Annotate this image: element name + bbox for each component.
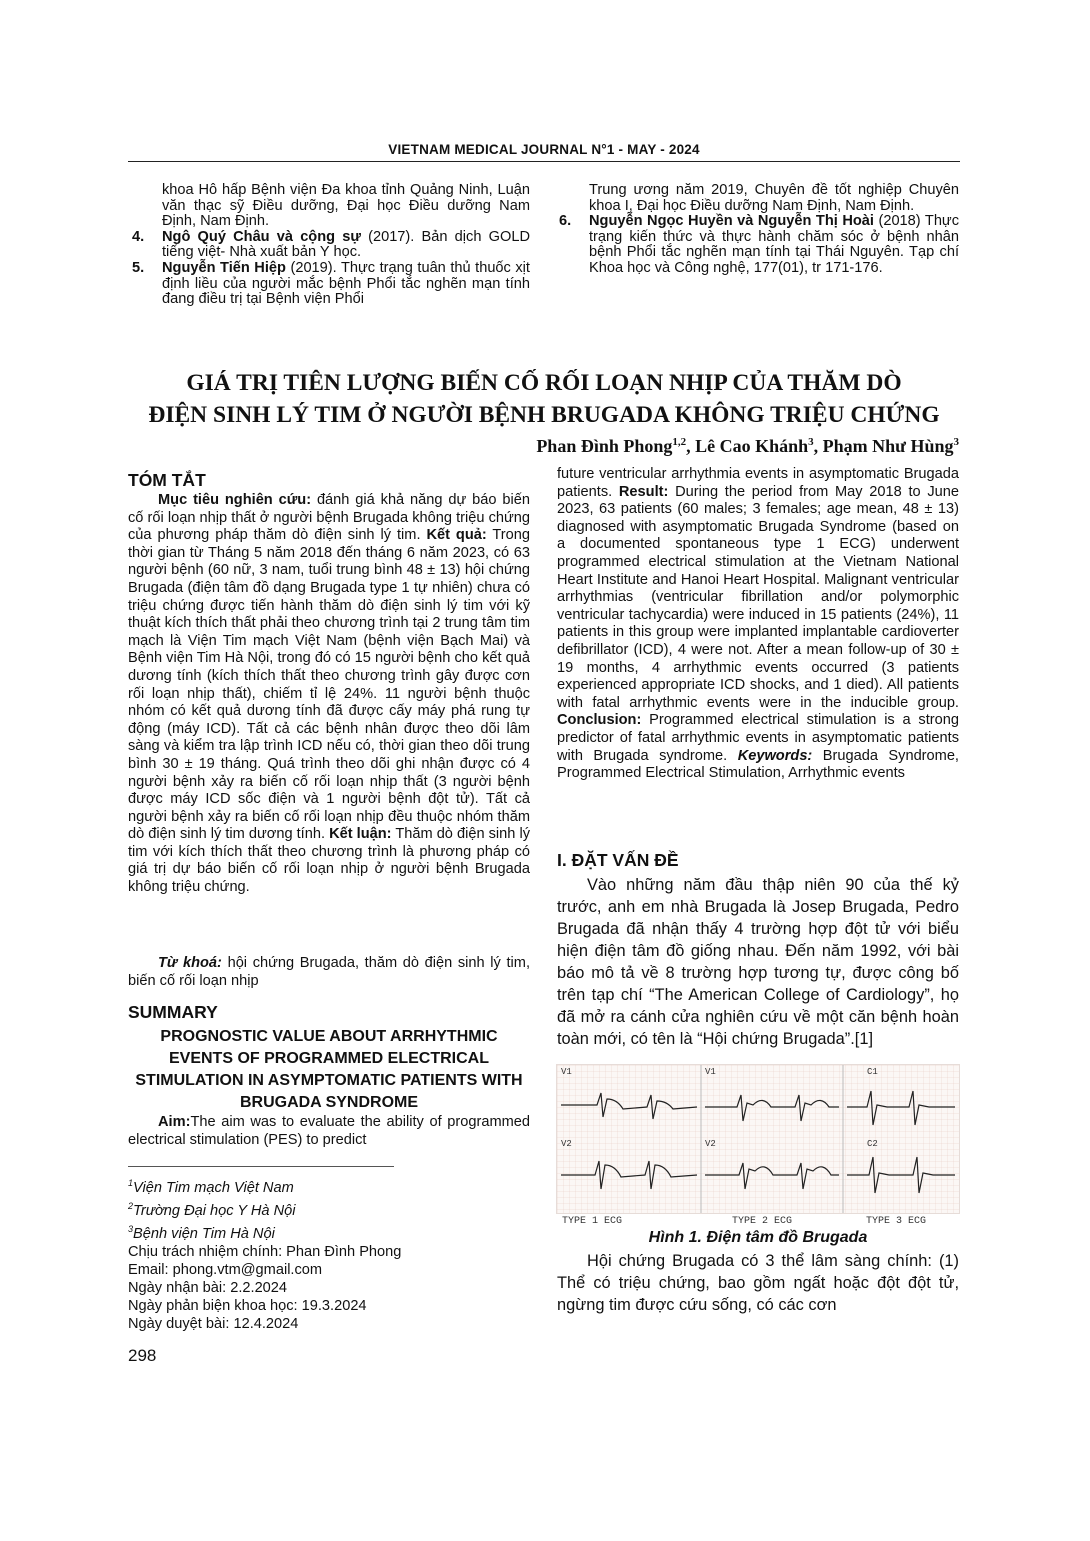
ecg-type-3-label: TYPE 3 ECG [866,1216,927,1227]
summary-body-continued [557,466,959,783]
ecg-lead-label: V2 [561,1139,572,1149]
author-affiliation: 3 [808,436,814,448]
journal-header: VIETNAM MEDICAL JOURNAL N°1 - MAY - 2024 [388,142,700,157]
summary-heading: SUMMARY [128,1002,218,1022]
ecg-lead-label: V1 [561,1067,572,1077]
result-text: During the period from May 2018 to June 2023, 63 patients (60 males; 3 females; age mean, 48 ± 13) diagnosed with asymptomatic Brugada Syndrome (based on a documented spontaneous type 1 ECG) underwent programmed electrical stimulation at the Vietnam National Heart Institute and Hanoi Heart Hospital. Malignant ventricular arrhythmias (ventricular fibrillation and/or polymorphic ventricular tachycardia) were induced in 15 patients (24%), 11 patients in this group were implanted implantable cardioverter defibrillator (ICD), 4 were not. After a mean follow-up of 30 ± 19 months, 4 arrhythmic events occurred (3 patients experienced appropriate ICD shocks, and 1 died). All patients with fatal arrhythmic events were in the inducible group. [557,483,959,711]
author-name: Phan Đình Phong [536,436,673,456]
author-name: Phạm Như Hùng [822,436,954,456]
reference-author: Nguyễn Ngọc Huyền và Nguyễn Thị Hoài [589,213,874,230]
aim-text-start: The aim was to evaluate the ability of programmed electrical stimulation (PES) to predict [128,1114,530,1148]
affiliation-2: Trường Đại học Y Hà Nội [133,1202,296,1219]
intro-paragraph-2: Hội chứng Brugada có 3 thể lâm sàng chính: (1) Thể có triệu chứng, bao gồm ngất hoặc đột đột tử, ngừng tim được cứu sống, có các cơn [557,1252,959,1314]
objective-label: Mục tiêu nghiên cứu: [158,492,312,508]
aim-label: Aim: [158,1114,191,1130]
reference-6 [559,213,959,276]
ecg-traces [557,1065,959,1213]
affiliation-1: Viện Tim mạch Việt Nam [133,1179,294,1196]
reference-number: 4. [132,228,145,245]
accepted-date: Ngày duyệt bài: 12.4.2024 [128,1315,299,1332]
page-number: 298 [128,1346,157,1365]
intro-heading: I. ĐẶT VẤN ĐỀ [557,850,679,870]
footnotes: $^1$Viện Tim mạch Việt Nam $^2$Trường Đại học Y Hà Nội $^3$Bệnh viện Tim Hà Nội Chịu trách nhiệm chính: Phan Đình Phong Email: phong.vtm@gmail.com Ngày nhận bài: 2.2.2024 Ngày phản biện khoa học: 19.3.2024 Ngày duyệt bài: 12.4.2024 [128,1174,528,1333]
conclusion-text: Thăm dò điện sinh lý tim với kích thích thất theo chương trình là phương pháp có giá trị dự báo biến cố rối loạn nhịp ở người bệnh Brugada không triệu chứng. [128,826,530,896]
email: Email: phong.vtm@gmail.com [128,1261,323,1278]
results-label: Kết quả: [426,527,487,544]
ecg-lead-label: V2 [705,1139,716,1149]
conclusion-label: Kết luận: [329,826,392,843]
received-date: Ngày nhận bài: 2.2.2024 [128,1279,288,1296]
author-name: Lê Cao Khánh [695,436,809,456]
reference-text: (2019). Thực trạng tuân thủ thuốc xịt định liều của người mắc bệnh Phổi tắc nghẽn mạn tính đang điều trị tại Bệnh viện Phổi [162,259,530,308]
footnote-rule [128,1166,394,1167]
abstract-vi-body [128,492,530,897]
references-right [559,182,959,277]
reference-number: 6. [559,213,572,230]
author-affiliation: 3 [953,436,959,448]
reference-4 [132,228,530,261]
reference-5-continued: Trung ương năm 2019, Chuyên đề tốt nghiệp Chuyên khoa I, Đại học Điều dưỡng Nam Định, Nam Định. [589,182,959,214]
ecg-type-1-label: TYPE 1 ECG [562,1216,623,1227]
ecg-lead-label: V1 [705,1067,716,1077]
reference-author: Nguyễn Tiến Hiệp [162,259,286,276]
conclusion-en-text: Programmed electrical stimulation is a strong predictor of fatal arrhythmic events in asymptomatic patients with Brugada syndrome. [557,712,959,764]
abstract-vi-heading: TÓM TẮT [128,470,206,490]
summary-title: PROGNOSTIC VALUE ABOUT ARRHYTHMIC EVENTS OF PROGRAMMED ELECTRICAL STIMULATION IN ASYMPTOMATIC PATIENTS WITH BRUGADA SYNDROME [135,1028,523,1111]
figure-caption: Hình 1. Điện tâm đồ Brugada [648,1229,868,1246]
summary-body-start [128,1114,530,1149]
ecg-lead-label: C2 [867,1139,878,1149]
ecg-type-2-label: TYPE 2 ECG [732,1216,793,1227]
result-label: Result: [618,483,669,500]
affiliation-3: Bệnh viện Tim Hà Nội [133,1225,275,1242]
ecg-lead-label: C1 [867,1067,878,1077]
reference-text: (2018) Thực trạng kiến thức và thực hành chăm sóc ở bệnh nhân bệnh Phổi tắc nghẽn mạn tính tại Thái Nguyên. Tạp chí Khoa học và Công nghệ, 177(01), tr 171-176. [589,213,959,276]
reference-text: (2017). Bản dịch GOLD tiếng việt- Nhà xuất bản Y học. [162,228,530,261]
reference-number: 5. [132,259,145,276]
ecg-figure [556,1064,960,1214]
keywords-text: hội chứng Brugada, thăm dò điện sinh lý tim, biến cố rối loạn nhịp [128,955,531,989]
conclusion-en-label: Conclusion: [557,712,642,729]
responsible-author: Chịu trách nhiệm chính: Phan Đình Phong [128,1243,402,1260]
header-rule [128,161,960,162]
author-line: Phan Đình Phong$^{1,2}$, Lê Cao Khánh$^3$, Phạm Như Hùng$^3$ [536,436,959,456]
reference-5 [132,259,530,308]
article-title-line-1: GIÁ TRỊ TIÊN LƯỢNG BIẾN CỐ RỐI LOẠN NHỊP CỦA THĂM DÒ [186,370,902,396]
reference-3-continued: khoa Hô hấp Bệnh viện Đa khoa tỉnh Quảng Ninh, Luận văn thạc sỹ Điều dưỡng, Đại học Điều dưỡng Nam Định, Nam Định. [162,182,530,230]
reference-author: Ngô Quý Châu và cộng sự [162,228,361,245]
objective-text: đánh giá khả năng dự báo biến cố rối loạn nhịp thất ở người bệnh Brugada không triệu chứng của phương pháp thăm dò điện sinh lý tim. [128,492,530,544]
review-date: Ngày phản biện khoa học: 19.3.2024 [128,1297,367,1314]
intro-paragraph-1: Vào những năm đầu thập niên 90 của thế kỷ trước, anh em nhà Brugada là Josep Brugada, Pedro Brugada đã nhận thấy 4 trường hợp đột tử với biểu hiện điện tâm đồ giống nhau. Đến năm 1992, với bài báo mô tả về 8 trường hợp tương tự, được công bố trên tạp chí “The American College of Cardiology”, họ đã mở ra cánh cửa nghiên cứu về một căn bệnh hoàn toàn mới, có tên là “Hội chứng Brugada”.[1] [557,876,959,1048]
aim-text-end: future ventricular arrhythmia events in asymptomatic Brugada patients. [557,466,959,500]
results-text: Trong thời gian từ Tháng 5 năm 2018 đến tháng 6 năm 2023, có 63 người bệnh (60 nữ, 3 nam, tuổi trung bình 48 ± 13) hội chứng Brugada (điện tâm đồ dạng Brugada type 1 tự nhiên) chưa có triệu chứng được tiến hành thăm dò điện sinh lý tim với kỹ thuật kích thích thất phải theo chương trình tại 2 trung tâm tim mạch là Viện Tim mạch Việt Nam (bệnh viện Bạch Mai) và Bệnh viện Tim Hà Nội, trong đó có 15 người bệnh cho kết quả dương tính (kích thích thất theo chương trình gây được cơn rối loạn nhịp thất), chiếm tỉ lệ 24%. 11 người bệnh thuộc nhóm có kết quả dương tính đã được cấy máy phá rung tự động (máy ICD). Tất cả các bệnh nhân được theo dõi lâm sàng và kiểm tra lập trình ICD nếu có, thời gian theo dõi trung bình 30 ± 19 tháng. Quá trình theo dõi ghi nhận được có 4 người bệnh xảy ra biến cố rối loạn nhịp thất (3 người bệnh được máy ICD sốc điện và 1 người bệnh đột tử). Tất cả người bệnh xảy ra biến cố rối loạn nhịp đều thuộc nhóm thăm dò điện sinh lý tim dương tính. [128,527,531,843]
keywords-vi [128,955,530,990]
keywords-en-label: Keywords: [737,747,813,764]
keywords-en-text: Brugada Syndrome, Programmed Electrical Stimulation, Arrhythmic events [557,747,959,782]
article-title-line-2: ĐIỆN SINH LÝ TIM Ở NGƯỜI BỆNH BRUGADA KHÔNG TRIỆU CHỨNG [148,402,940,428]
keywords-label: Từ khoá: [158,955,222,971]
author-affiliation: 1,2 [672,436,687,448]
references-left [132,182,530,308]
